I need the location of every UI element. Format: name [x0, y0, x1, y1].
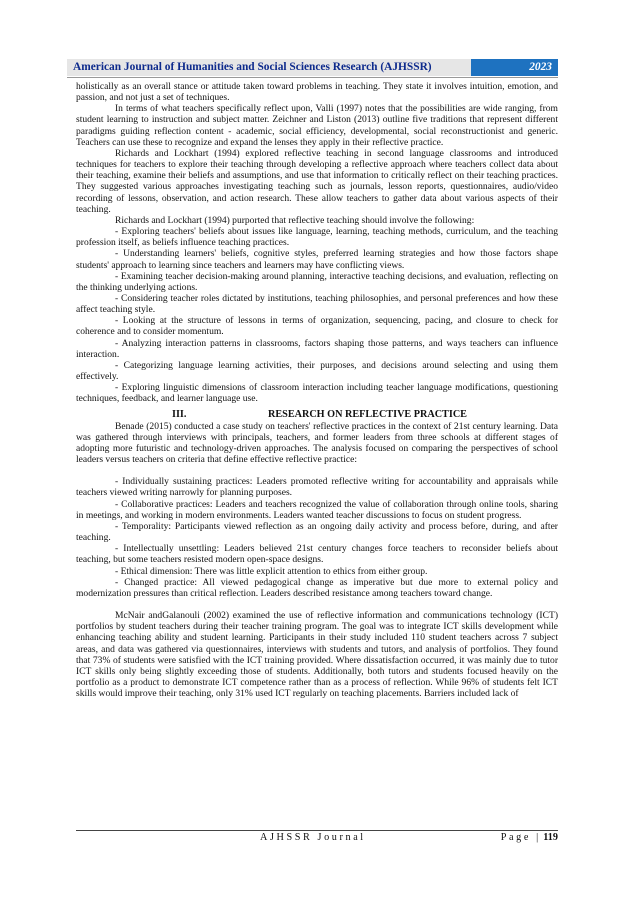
- publication-year: 2023: [471, 59, 558, 76]
- list-item: - Analyzing interaction patterns in classrooms, factors shaping those patterns, and ways teachers can influence interaction.: [76, 337, 558, 360]
- page-footer: [76, 832, 558, 846]
- journal-title: American Journal of Humanities and Social Sciences Research (AJHSSR): [67, 59, 471, 76]
- paragraph: McNair andGalanouli (2002) examined the use of reflective information and communications technology (ICT) portfolios by student teachers during their teacher training program. The goal was to integrate ICT skills development while enhancing teaching ability and student learning. Participants in their study included 110 student teachers across 7 subject areas, and data was gathered via questionnaires, interviews with students and tutors, and analysis of portfolios. They found that 73% of students were satisfied with the ICT training provided. Where dissatisfaction occurred, it was mainly due to tutor ICT skills only being slightly exceeding those of students. Additionally, both tutors and students focused heavily on the portfolio as a product to demonstrate ICT competence rather than as a process of reflection. While 96% of students felt ICT skills would improve their teaching, only 31% used ICT regularly on teaching placements. Barriers included lack of: [76, 610, 558, 700]
- article-body: [76, 81, 558, 699]
- list-item: - Exploring linguistic dimensions of classroom interaction including teacher language modifications, questioning techniques, feedback, and learner language use.: [76, 382, 558, 405]
- list-item: - Considering teacher roles dictated by institutions, teaching philosophies, and personal preferences and how these affect teaching style.: [76, 292, 558, 316]
- journal-header: [67, 59, 558, 76]
- paragraph: Richards and Lockhart (1994) explored reflective teaching in second language classrooms and introduced techniques for teachers to explore their teaching through developing a reflective approach where teachers collect data about their teaching, examine their beliefs and assumptions, and use that information to critically reflect on their teaching practices. They suggested various approaches investigating teaching such as journals, lesson reports, questionnaires, audio/video recording of lessons, observation, and action research. These allow teachers to gather data about various aspects of their teaching.: [76, 147, 558, 215]
- list-item: - Categorizing language learning activities, their purposes, and decisions around selecting and using them effectively.: [76, 359, 558, 383]
- list-item: - Understanding learners' beliefs, cognitive styles, preferred learning strategies and how those factors shape students' approach to learning since teachers and learners may have conflicting views.: [76, 248, 558, 271]
- section-heading: [76, 409, 558, 420]
- page-number: 119: [543, 832, 558, 843]
- footer-divider: [76, 830, 558, 831]
- list-item: - Ethical dimension: There was little explicit attention to ethics from either group.: [115, 565, 428, 577]
- paragraph: holistically as an overall stance or attitude taken toward problems in teaching. They state it involves intuition, emotion, and passion, and not just a set of techniques.: [76, 81, 558, 104]
- list-item: - Changed practice: All viewed pedagogical change as imperative but due more to external policy and modernization pressures than critical reflection. Leaders described resistance among teachers toward change.: [76, 576, 558, 599]
- page-indicator: [501, 832, 558, 843]
- list-item: - Individually sustaining practices: Leaders promoted reflective writing for accountability and appraisals while teachers viewed writing narrowly for planning purposes.: [76, 476, 558, 499]
- page-label: Page |: [500, 832, 541, 843]
- list-item: - Temporality: Participants viewed reflection as an ongoing daily activity and process before, during, and after teaching.: [76, 520, 558, 544]
- paragraph: Richards and Lockhart (1994) purported that reflective teaching should involve the following:: [115, 214, 475, 226]
- list-item: - Exploring teachers' beliefs about issues like language, learning, teaching methods, curriculum, and the teaching profession itself, as beliefs influence teaching practices.: [76, 226, 558, 249]
- section-title: RESEARCH ON REFLECTIVE PRACTICE: [268, 408, 467, 420]
- paragraph: In terms of what teachers specifically reflect upon, Valli (1997) notes that the possibilities are wide ranging, from student learning to instruction and subject matter. Zeichner and Liston (2013) outline five traditions that represent different paradigms guiding reflection content - academic, social efficiency, developmental, social reconstructionist and generic. Teachers can use these to recognize and expand the lenses they apply in their reflective practice.: [76, 103, 558, 148]
- list-item: - Intellectually unsettling: Leaders believed 21st century changes force teachers to reconsider beliefs about teaching, but some teachers resisted modern open-space designs.: [76, 543, 558, 566]
- header-divider: [67, 77, 558, 78]
- list-item: - Looking at the structure of lessons in terms of organization, sequencing, pacing, and closure to check for coherence and to consider momentum.: [76, 315, 558, 338]
- paragraph-spacer: [76, 599, 558, 610]
- paragraph-spacer: [76, 465, 558, 476]
- list-item: - Collaborative practices: Leaders and teachers recognized the value of collaboration through online tools, sharing in meetings, and working in modern environments. Leaders wanted teacher discussions to focus on student progress.: [76, 498, 558, 521]
- footer-journal-name: AJHSSR Journal: [260, 832, 366, 843]
- paragraph: Benade (2015) conducted a case study on teachers' reflective practices in the context of 21st century learning. Data was gathered through interviews with principals, teachers, and former leaders from three schools at different stages of adopting more futuristic and technology-driven approaches. The analysis focused on comparing the perspectives of school leaders versus teachers on criteria that define effective reflective practice:: [76, 420, 558, 466]
- section-number: III.: [172, 408, 187, 420]
- list-item: - Examining teacher decision-making around planning, interactive teaching decisions, and evaluation, reflecting on the thinking underlying actions.: [76, 270, 558, 293]
